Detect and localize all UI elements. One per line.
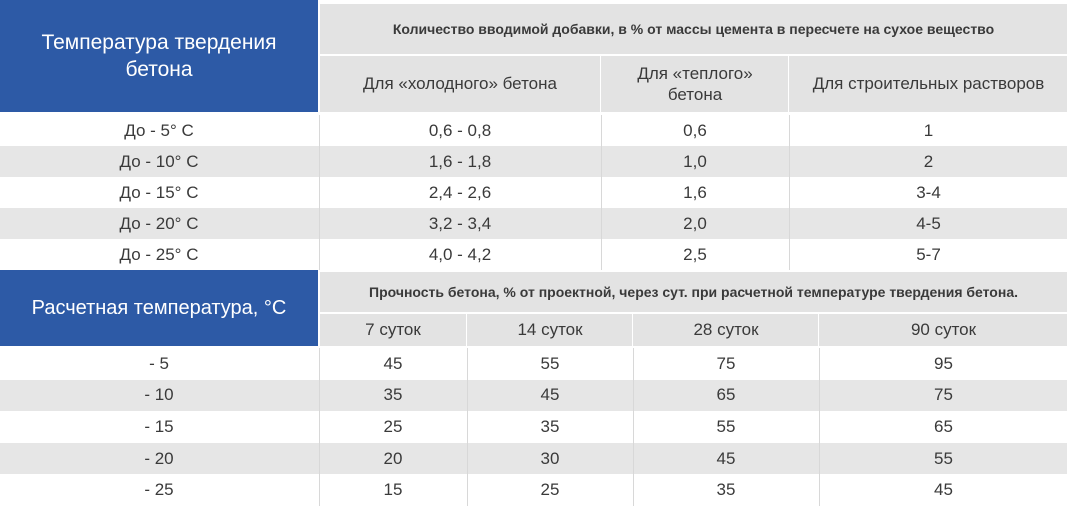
divider — [319, 146, 320, 177]
table-cell: 2,0 — [683, 213, 707, 233]
table-cell: 75 — [716, 353, 736, 373]
table-cell: 0,6 - 0,8 — [428, 120, 492, 140]
table-row — [0, 146, 1067, 177]
row-header-cell: До - 15° С — [119, 182, 199, 202]
divider — [319, 177, 320, 208]
table2-subheader-90-label: 90 суток — [910, 320, 977, 339]
table2-subheader-7-label: 7 суток — [365, 320, 421, 339]
table-cell: 4,0 - 4,2 — [428, 244, 492, 264]
table1-subheader-warm-label: Для «теплого» бетона — [637, 64, 753, 104]
table-cell: 15 — [383, 480, 403, 500]
divider — [633, 474, 634, 506]
table1-corner-header — [0, 0, 318, 112]
table2-subheader-14-label: 14 суток — [517, 320, 583, 339]
divider — [819, 348, 820, 380]
divider — [789, 239, 790, 270]
divider — [819, 380, 820, 412]
table-row — [0, 177, 1067, 208]
table-cell: 1,6 - 1,8 — [428, 151, 492, 171]
table2-group-header-label: Прочность бетона, % от проектной, через сут. при расчетной температуре твердения бетона. — [369, 284, 1018, 300]
table-cell: 55 — [934, 448, 953, 468]
divider — [633, 380, 634, 412]
table-cell: 65 — [934, 416, 953, 436]
row-header-cell: До - 10° С — [119, 151, 199, 171]
divider — [319, 443, 320, 475]
table-cell: 1 — [923, 120, 934, 140]
table-cell: 55 — [716, 416, 736, 436]
table-cell: 55 — [540, 353, 560, 373]
table-cell: 45 — [383, 353, 403, 373]
table1-group-header-label: Количество вводимой добавки, в % от массы цемента в пересчете на сухое вещество — [392, 21, 995, 37]
divider — [633, 348, 634, 380]
table-cell: 35 — [716, 480, 736, 500]
table-cell: 2,4 - 2,6 — [428, 182, 492, 202]
table-row — [0, 208, 1067, 239]
divider — [319, 411, 320, 443]
table-cell: 0,6 — [683, 120, 707, 140]
table-cell: 1,6 — [683, 182, 707, 202]
table2-corner-label: Расчетная температура, °С — [31, 296, 287, 319]
divider — [467, 443, 468, 475]
table-cell: 35 — [540, 416, 560, 436]
divider — [601, 208, 602, 239]
table-cell: 1,0 — [683, 151, 707, 171]
divider — [633, 411, 634, 443]
table-row — [0, 115, 1067, 146]
table2-subheader-28 — [634, 314, 818, 346]
table2-group-header — [320, 272, 1067, 312]
table-cell: 5-7 — [916, 244, 941, 264]
table-cell: 45 — [716, 448, 736, 468]
table-cell: 3-4 — [916, 182, 941, 202]
divider — [819, 474, 820, 506]
row-header-cell: До - 20° С — [119, 213, 199, 233]
divider — [467, 348, 468, 380]
table-row — [0, 239, 1067, 270]
divider — [601, 239, 602, 270]
divider — [319, 380, 320, 412]
row-header-cell: - 5 — [149, 353, 169, 373]
divider — [467, 411, 468, 443]
table1-subheader-mortar-label: Для строительных растворов — [812, 74, 1045, 93]
table2-subheader-14 — [468, 314, 632, 346]
table1-subheader-cold — [320, 56, 600, 112]
row-header-cell: До - 25° С — [119, 244, 199, 264]
divider — [319, 348, 320, 380]
divider — [466, 314, 467, 346]
table-cell: 30 — [540, 448, 560, 468]
table2-subheader-28-label: 28 суток — [693, 320, 759, 339]
table-cell: 45 — [934, 480, 953, 500]
row-header-cell: - 25 — [144, 480, 174, 500]
table1-subheader-warm — [602, 56, 788, 112]
row-header-cell: До - 5° С — [124, 120, 194, 140]
table-cell: 65 — [716, 385, 736, 405]
table-cell: 2,5 — [683, 244, 707, 264]
table-cell: 75 — [934, 385, 953, 405]
divider — [601, 177, 602, 208]
table-cell: 2 — [923, 151, 934, 171]
divider — [632, 314, 633, 346]
divider — [789, 115, 790, 146]
table1-subheader-cold-label: Для «холодного» бетона — [363, 74, 557, 93]
table-cell: 35 — [383, 385, 403, 405]
divider — [467, 474, 468, 506]
divider — [601, 146, 602, 177]
row-header-cell: - 15 — [144, 416, 174, 436]
table-row — [0, 474, 1067, 506]
divider — [467, 380, 468, 412]
table-cell: 25 — [540, 480, 560, 500]
table1-group-header — [320, 4, 1067, 54]
table-cell: 3,2 - 3,4 — [428, 213, 492, 233]
table1-corner-label: Температура твердения бетона — [41, 31, 277, 81]
divider — [633, 443, 634, 475]
divider — [819, 411, 820, 443]
row-header-cell: - 10 — [144, 385, 174, 405]
table-cell: 4-5 — [916, 213, 941, 233]
table2-subheader-7 — [320, 314, 466, 346]
divider — [601, 115, 602, 146]
divider — [789, 177, 790, 208]
divider — [819, 443, 820, 475]
table-cell: 20 — [383, 448, 403, 468]
divider — [319, 239, 320, 270]
table2-corner-header — [0, 270, 318, 346]
table-cell: 45 — [540, 385, 560, 405]
divider — [319, 115, 320, 146]
table-row — [0, 348, 1067, 380]
table-row — [0, 443, 1067, 475]
divider — [319, 208, 320, 239]
divider — [789, 208, 790, 239]
table-row — [0, 380, 1067, 412]
divider — [600, 56, 601, 112]
table2-subheader-90 — [820, 314, 1067, 346]
divider — [788, 56, 789, 112]
divider — [789, 146, 790, 177]
divider — [818, 314, 819, 346]
table-row — [0, 411, 1067, 443]
table-cell: 95 — [934, 353, 953, 373]
divider — [319, 474, 320, 506]
table-cell: 25 — [383, 416, 403, 436]
table1-subheader-mortar — [790, 56, 1067, 112]
row-header-cell: - 20 — [144, 448, 174, 468]
